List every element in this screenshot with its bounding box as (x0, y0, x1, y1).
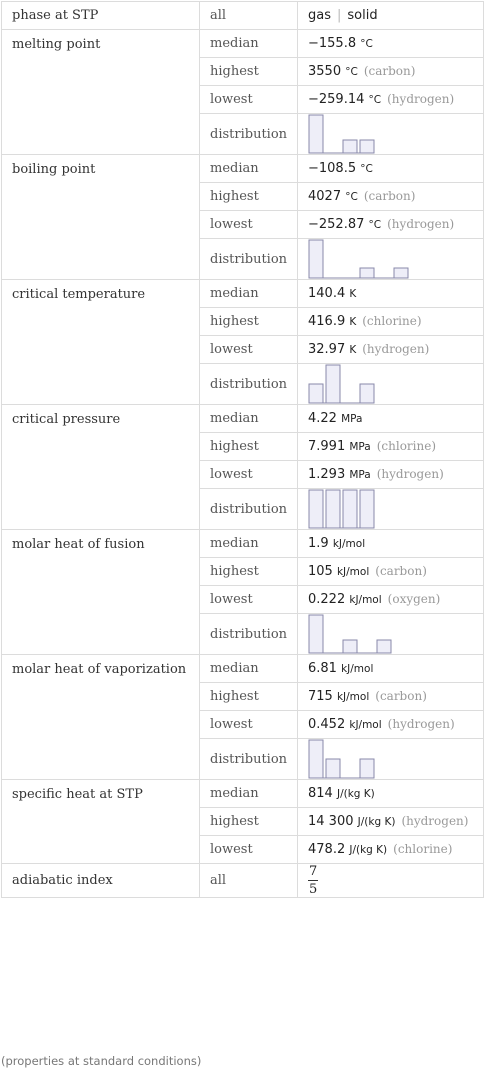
phase-value-solid: solid (347, 8, 378, 23)
stat-value: 478.2 (308, 842, 346, 857)
stat-unit: °C (368, 219, 382, 231)
stat-value-cell (298, 155, 484, 183)
distribution-cell (298, 614, 484, 655)
stat-unit: MPa (341, 413, 363, 425)
stat-label: median (200, 280, 298, 308)
histogram-bar (309, 490, 323, 528)
stat-note: (carbon) (375, 564, 427, 578)
stat-value-cell (298, 86, 484, 114)
stat-unit: °C (345, 66, 358, 78)
stat-value-cell (298, 683, 484, 711)
stat-label: lowest (200, 86, 298, 114)
stat-unit: kJ/mol (336, 566, 370, 578)
stat-label: lowest (200, 211, 298, 239)
stat-unit: °C (345, 191, 358, 203)
stat-unit: K (349, 316, 357, 328)
histogram-bar (343, 140, 357, 153)
stat-note: (carbon) (375, 689, 427, 703)
stat-unit: kJ/mol (336, 691, 370, 703)
histogram-bar (326, 490, 340, 528)
stat-value-cell (298, 711, 484, 739)
fraction (308, 864, 318, 897)
distribution-histogram (308, 739, 378, 779)
stat-unit: kJ/mol (332, 538, 366, 550)
stat-note: (oxygen) (387, 592, 441, 606)
stat-unit: kJ/mol (341, 663, 374, 675)
stat-label: distribution (200, 239, 298, 280)
fraction-denominator: 5 (309, 882, 318, 897)
stat-value-cell (298, 461, 484, 489)
stat-value-cell (298, 808, 484, 836)
stat-value: −252.87 (308, 217, 365, 232)
stat-value: 0.222 (308, 592, 346, 607)
histogram-bar (360, 384, 374, 403)
stat-value: 4027 (308, 189, 342, 204)
histogram-bar (360, 490, 374, 528)
stat-note: (hydrogen) (387, 717, 455, 731)
stat-note: (carbon) (363, 189, 416, 203)
property-row (2, 655, 484, 683)
stat-unit: kJ/mol (349, 594, 382, 606)
histogram-bar (309, 240, 323, 278)
property-name: molar heat of fusion (2, 530, 200, 655)
property-name: melting point (2, 30, 200, 155)
histogram-bar (360, 140, 374, 153)
header-stat: all (200, 2, 298, 30)
stat-label: highest (200, 183, 298, 211)
property-name: boiling point (2, 155, 200, 280)
phase-separator: | (337, 8, 342, 23)
header-values (298, 2, 484, 30)
distribution-histogram (308, 239, 412, 279)
histogram-bar (343, 490, 357, 528)
stat-value-cell (298, 558, 484, 586)
stat-value: 715 (308, 689, 333, 704)
distribution-cell (298, 239, 484, 280)
stat-value: 1.293 (308, 467, 346, 482)
stat-value: 32.97 (308, 342, 346, 357)
stat-label: median (200, 530, 298, 558)
histogram-bar (309, 615, 323, 653)
histogram-bar (309, 384, 323, 403)
stat-value: −108.5 (308, 161, 357, 176)
histogram-bar (394, 268, 408, 278)
stat-value-cell (298, 433, 484, 461)
property-name: specific heat at STP (2, 780, 200, 864)
histogram-bar (360, 268, 374, 278)
stat-label: median (200, 405, 298, 433)
stat-label: highest (200, 58, 298, 86)
stat-value: 1.9 (308, 536, 329, 551)
distribution-cell (298, 114, 484, 155)
stat-label: all (200, 864, 298, 898)
stat-value: −155.8 (308, 36, 357, 51)
histogram-bar (360, 759, 374, 778)
stat-label: highest (200, 683, 298, 711)
stat-unit: J/(kg K) (336, 788, 375, 800)
histogram-bar (326, 759, 340, 778)
stat-value: −259.14 (308, 92, 365, 107)
stat-label: median (200, 30, 298, 58)
adiabatic-value-cell (298, 864, 484, 898)
stat-value: 14 300 (308, 814, 354, 829)
footer-note: (properties at standard conditions) (1, 1054, 202, 1068)
distribution-cell (298, 489, 484, 530)
property-row (2, 155, 484, 183)
histogram-bar (309, 115, 323, 153)
property-name: critical temperature (2, 280, 200, 405)
stat-value: 0.452 (308, 717, 346, 732)
stat-unit: °C (360, 38, 373, 50)
stat-label: highest (200, 433, 298, 461)
stat-note: (hydrogen) (376, 467, 444, 481)
stat-value-cell (298, 405, 484, 433)
stat-unit: K (349, 288, 357, 300)
stat-note: (chlorine) (393, 842, 453, 856)
properties-table (1, 1, 484, 898)
stat-note: (hydrogen) (387, 217, 455, 231)
stat-unit: K (349, 344, 357, 356)
stat-unit: °C (368, 94, 382, 106)
stat-value: 7.991 (308, 439, 346, 454)
stat-value-cell (298, 280, 484, 308)
property-row (2, 280, 484, 308)
property-row (2, 780, 484, 808)
stat-note: (chlorine) (376, 439, 436, 453)
stat-unit: MPa (349, 469, 371, 481)
stat-unit: J/(kg K) (357, 816, 396, 828)
stat-value-cell (298, 336, 484, 364)
stat-unit: kJ/mol (349, 719, 382, 731)
stat-label: distribution (200, 614, 298, 655)
stat-value: 105 (308, 564, 333, 579)
stat-label: distribution (200, 739, 298, 780)
histogram-bar (377, 640, 391, 653)
stat-value-cell (298, 655, 484, 683)
stat-label: lowest (200, 711, 298, 739)
stat-value-cell (298, 530, 484, 558)
stat-note: (hydrogen) (362, 342, 430, 356)
property-row (2, 530, 484, 558)
histogram-bar (309, 740, 323, 778)
stat-value-cell (298, 780, 484, 808)
property-row (2, 30, 484, 58)
property-name: molar heat of vaporization (2, 655, 200, 780)
header-property: phase at STP (2, 2, 200, 30)
stat-value-cell (298, 586, 484, 614)
histogram-bar (326, 365, 340, 403)
property-name: critical pressure (2, 405, 200, 530)
stat-value-cell (298, 30, 484, 58)
stat-value-cell (298, 836, 484, 864)
stat-note: (hydrogen) (387, 92, 455, 106)
fraction-numerator: 7 (309, 864, 318, 879)
stat-value-cell (298, 211, 484, 239)
header-row (2, 2, 484, 30)
histogram-bar (343, 640, 357, 653)
stat-value: 140.4 (308, 286, 346, 301)
stat-value: 3550 (308, 64, 342, 79)
stat-note: (carbon) (363, 64, 416, 78)
stat-label: highest (200, 308, 298, 336)
distribution-histogram (308, 614, 395, 654)
stat-value: 814 (308, 786, 333, 801)
stat-label: highest (200, 808, 298, 836)
stat-value-cell (298, 308, 484, 336)
adiabatic-row (2, 864, 484, 898)
stat-label: highest (200, 558, 298, 586)
property-row (2, 405, 484, 433)
stat-label: lowest (200, 336, 298, 364)
stat-label: lowest (200, 586, 298, 614)
distribution-cell (298, 364, 484, 405)
distribution-histogram (308, 114, 378, 154)
stat-note: (hydrogen) (401, 814, 469, 828)
stat-label: distribution (200, 114, 298, 155)
stat-note: (chlorine) (362, 314, 422, 328)
stat-label: lowest (200, 461, 298, 489)
stat-label: distribution (200, 489, 298, 530)
distribution-cell (298, 739, 484, 780)
stat-label: median (200, 655, 298, 683)
distribution-histogram (308, 489, 378, 529)
property-name: adiabatic index (2, 864, 200, 898)
stat-label: median (200, 780, 298, 808)
stat-value: 416.9 (308, 314, 346, 329)
stat-unit: °C (360, 163, 373, 175)
fraction-bar (308, 880, 318, 881)
stat-label: lowest (200, 836, 298, 864)
stat-value: 6.81 (308, 661, 337, 676)
stat-unit: MPa (349, 441, 371, 453)
stat-label: distribution (200, 364, 298, 405)
stat-unit: J/(kg K) (349, 844, 388, 856)
stat-label: median (200, 155, 298, 183)
distribution-histogram (308, 364, 378, 404)
stat-value: 4.22 (308, 411, 337, 426)
properties-table-wrapper (1, 1, 484, 898)
phase-value-gas: gas (308, 8, 331, 23)
stat-value-cell (298, 58, 484, 86)
stat-value-cell (298, 183, 484, 211)
